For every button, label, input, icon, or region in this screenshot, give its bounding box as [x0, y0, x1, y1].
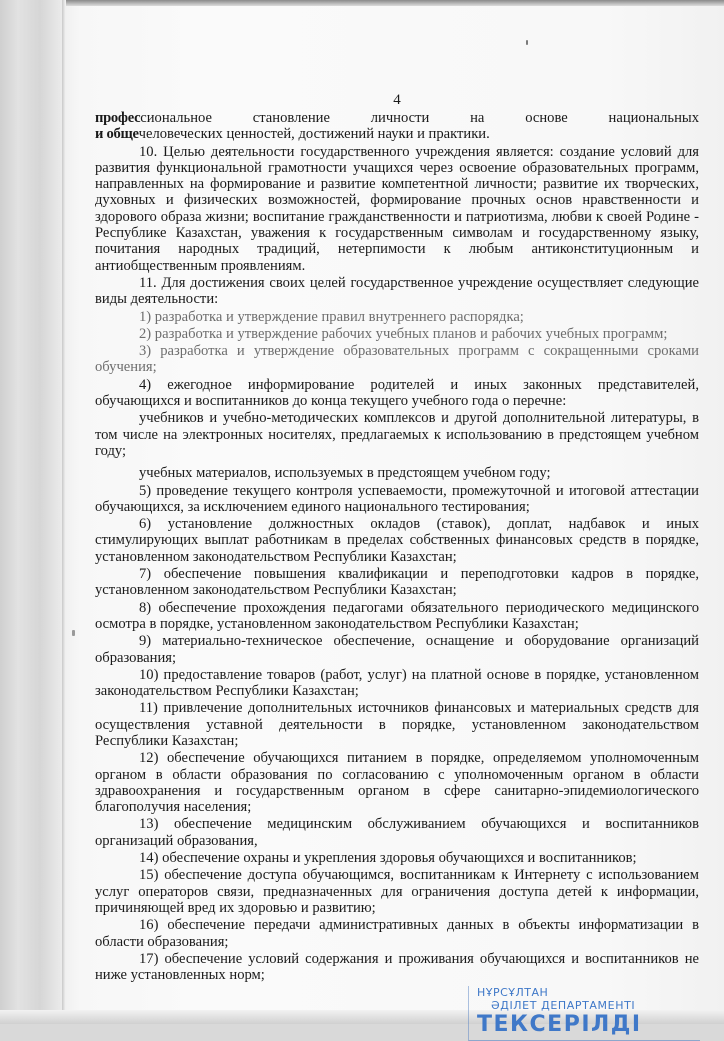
- document-paragraph: [95, 516, 699, 565]
- document-paragraph: [95, 700, 699, 749]
- paragraph-text: учебников и учебно-методических комплексов и другой дополнительной литературы, в том числе на электронных носителях, предлагаемых к использованию в предстоящем учебном году;: [95, 410, 699, 459]
- document-paragraph: [95, 126, 699, 142]
- paragraph-text: 12) обеспечение обучающихся питанием в порядке, определяемом уполномоченным органом в области образования по согласованию с уполномоченным органом в области здравоохранения и государственным органом в сфере санитарно-эпидемиологического благополучия населения;: [95, 750, 699, 816]
- document-paragraph: [95, 309, 699, 325]
- document-paragraph: [95, 343, 699, 376]
- paragraph-text: 2) разработка и утверждение рабочих учебных планов и рабочих учебных программ;: [139, 325, 668, 342]
- paragraph-text: человеческих ценностей, достижений науки и практики.: [138, 126, 490, 143]
- paragraph-text: сиональное становление личности на основе национальных: [140, 110, 699, 126]
- document-paragraph: [95, 275, 699, 308]
- paragraph-text: 5) проведение текущего контроля успеваемости, промежуточной и итоговой аттестации обучающихся, за исключением единого национального тестирования;: [95, 482, 699, 515]
- document-paragraph: [95, 867, 699, 916]
- document-body: [95, 110, 699, 983]
- paragraph-text: 1) разработка и утверждение правил внутреннего распорядка;: [139, 308, 524, 325]
- paragraph-bold-prefix: и обще: [95, 126, 139, 143]
- document-paragraph: [95, 633, 699, 666]
- scan-speck: [526, 40, 528, 45]
- paragraph-text: 9) материально-техническое обеспечение, оснащение и оборудование организаций образования;: [95, 633, 699, 666]
- document-paragraph: [95, 326, 699, 342]
- document-paragraph: [95, 600, 699, 633]
- stamp-department-text: ӘДІЛЕТ ДЕПАРТАМЕНТІ: [491, 999, 636, 1012]
- paragraph-text: 8) обеспечение прохождения педагогами обязательного периодического медицинского осмотра в порядке, установленном законодательством Республики Казахстан;: [95, 599, 699, 632]
- paragraph-text: 15) обеспечение доступа обучающимся, воспитанникам к Интернету с использованием услуг операторов связи, предназначенных для ограничения доступа детей к информации, причиняющей вред их здоровью и развитию;: [95, 867, 699, 916]
- document-paragraph: [95, 816, 699, 849]
- document-paragraph: [95, 750, 699, 815]
- scan-bottom-edge: [0, 1010, 724, 1024]
- document-paragraph: [95, 917, 699, 950]
- document-paragraph: [95, 850, 699, 866]
- paragraph-text: 11. Для достижения своих целей государственное учреждение осуществляет следующие виды деятельности:: [95, 274, 699, 308]
- paragraph-text: 6) установление должностных окладов (ставок), доплат, надбавок и иных стимулирующих выплат работникам в пределах собственных финансовых средств в порядке, установленном законодательством Республики Казахстан;: [95, 516, 699, 565]
- document-paragraph: [95, 110, 699, 126]
- paragraph-text: 4) ежегодное информирование родителей и иных законных представителей, обучающихся и воспитанников до конца текущего учебного года о перечне:: [95, 376, 699, 410]
- paragraph-text: учебных материалов, используемых в предстоящем учебном году;: [139, 465, 551, 482]
- document-page: [95, 92, 699, 983]
- document-paragraph: [95, 144, 699, 274]
- paragraph-text: 17) обеспечение условий содержания и проживания обучающихся и воспитанников не ниже установленных норм;: [95, 950, 699, 984]
- paragraph-text: 10) предоставление товаров (работ, услуг) на платной основе в порядке, установленном законодательством Республики Казахстан;: [95, 666, 699, 700]
- paragraph-bold-prefix: профес: [95, 110, 141, 126]
- document-paragraph: [95, 951, 699, 984]
- paragraph-text: 7) обеспечение повышения квалификации и переподготовки кадров в порядке, установленном законодательством Республики Казахстан;: [95, 566, 699, 599]
- document-paragraph: [95, 566, 699, 599]
- stamp-verified-text: ТЕКСЕРІЛДІ: [477, 1012, 642, 1037]
- paragraph-text: 14) обеспечение охраны и укрепления здоровья обучающихся и воспитанников;: [139, 850, 637, 867]
- document-paragraph: [95, 410, 699, 459]
- stamp-city-text: НҰРСҰЛТАН: [477, 986, 549, 999]
- paragraph-text: 10. Целью деятельности государственного учреждения является: создание условий для развития функциональной грамотности учащихся через освоение образовательных программ, направленных на формирование и развитие компетентной личности; развитие их творческих, духовных и физических возможностей, формирование прочных основ нравственности и здорового образа жизни; воспитание гражданственности и патриотизма, любви к своей Родине - Республике Казахстан, уважения к государственным символам и государственному языку, почитания народных традиций, нетерпимости к любым антиконституционным и антиобщественным проявлениям.: [95, 143, 699, 274]
- document-paragraph: [95, 667, 699, 700]
- paragraph-text: 3) разработка и утверждение образовательных программ с сокращенными сроками обучения;: [95, 343, 699, 376]
- paragraph-text: 13) обеспечение медицинским обслуживанием обучающихся и воспитанников организаций образования,: [95, 816, 699, 849]
- page-number: 4: [393, 92, 401, 108]
- paragraph-text: 11) привлечение дополнительных источников финансовых и материальных средств для осуществления уставной деятельности в порядке, установленном законодательством Республики Казахстан;: [95, 700, 699, 749]
- scan-top-edge: [66, 0, 724, 6]
- document-paragraph: [95, 483, 699, 516]
- page-fold: [62, 0, 65, 1024]
- scan-speck: [72, 630, 75, 636]
- paragraph-text: 16) обеспечение передачи административных данных в объекты информатизации в области образования;: [95, 917, 699, 950]
- document-paragraph: [95, 465, 699, 481]
- document-paragraph: [95, 377, 699, 410]
